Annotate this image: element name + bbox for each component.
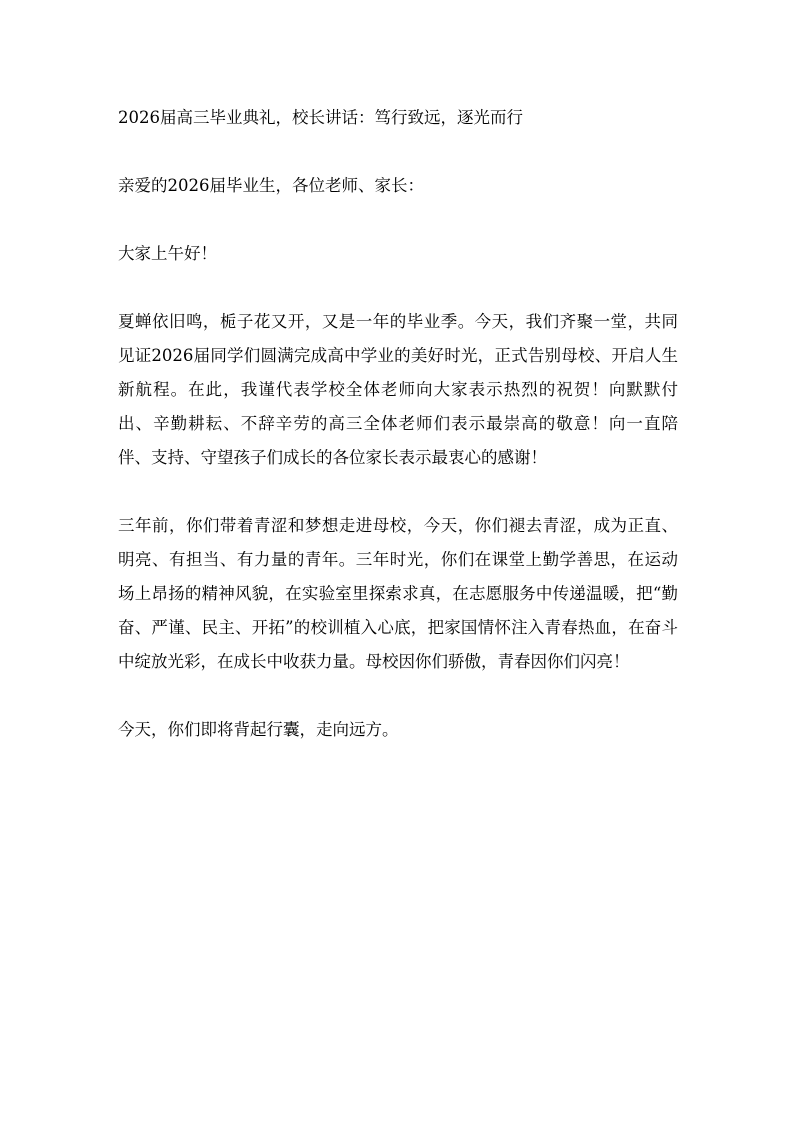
document-body — [118, 101, 678, 747]
salutation: 亲爱的2026届毕业生，各位老师、家长： — [118, 176, 424, 195]
body-paragraph: 三年前，你们带着青涩和梦想走进母校，今天，你们褪去青涩，成为正直、明亮、有担当、有力量的青年。三年时光，你们在课堂上勤学善思，在运动场上昂扬的精神风貌，在实验室里探索求真，在志愿服务中传递温暖，把“勤奋、严谨、民主、开拓”的校训植入心底，把家国情怀注入青春热血，在奋斗中绽放光彩，在成长中收获力量。母校因你们骄傲，青春因你们闪亮！ — [118, 516, 678, 671]
body-paragraph: 夏蝉依旧鸣，栀子花又开，又是一年的毕业季。今天，我们齐聚一堂，共同见证2026届同学们圆满完成高中学业的美好时光，正式告别母校、开启人生新航程。在此，我谨代表学校全体老师向大家表示热烈的祝贺！向默默付出、辛勤耕耘、不辞辛劳的高三全体老师们表示最崇高的敬意！向一直陪伴、支持、守望孩子们成长的各位家长表示最衷心的感谢！ — [118, 312, 678, 467]
greeting: 大家上午好！ — [118, 244, 217, 263]
body-paragraph: 今天，你们即将背起行囊，走向远方。 — [118, 720, 399, 739]
document-title: 2026届高三毕业典礼，校长讲话：笃行致远，逐光而行 — [118, 108, 523, 127]
